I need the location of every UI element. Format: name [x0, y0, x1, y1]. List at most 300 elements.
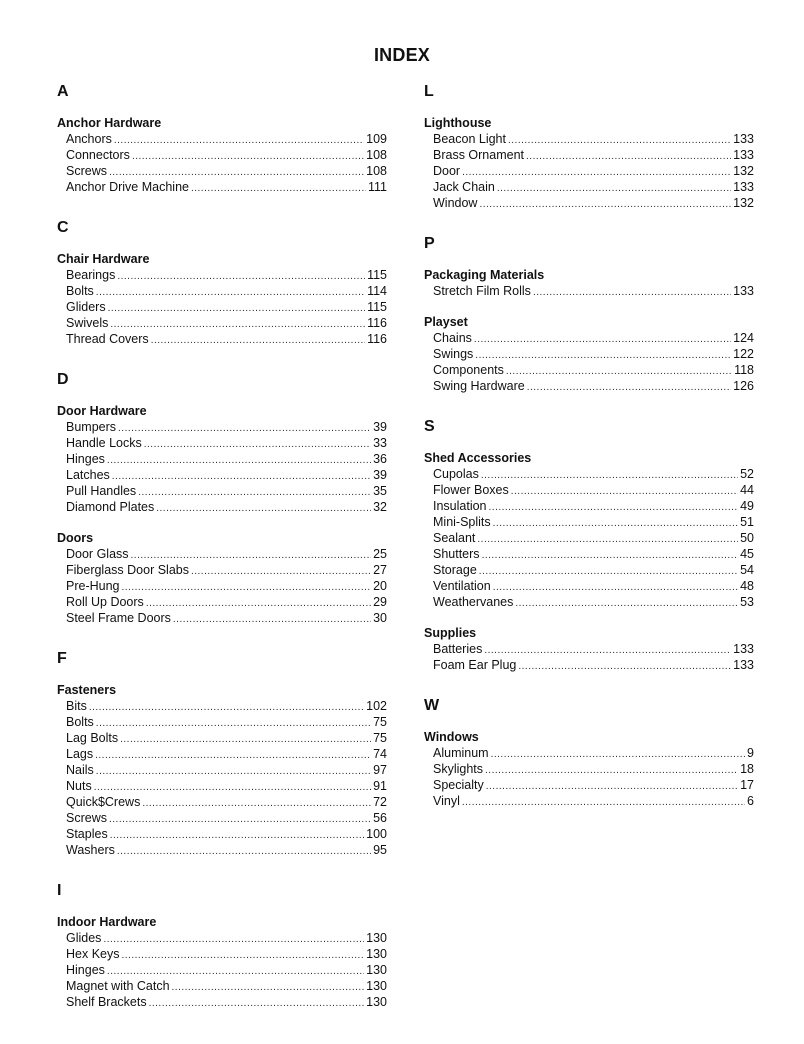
- entry-list: [424, 283, 754, 299]
- dot-leader: [89, 700, 364, 716]
- entry-page-number: 95: [373, 843, 387, 857]
- index-group: [424, 729, 754, 809]
- entry-page-number: 33: [373, 436, 387, 450]
- entry-page-number: 133: [733, 132, 754, 146]
- index-entry: [66, 594, 387, 610]
- entry-label: Fiberglass Door Slabs: [66, 563, 189, 577]
- dot-leader: [462, 795, 745, 811]
- group-title: Lighthouse: [424, 116, 492, 130]
- index-entry: [66, 499, 387, 515]
- entry-page-number: 115: [367, 268, 387, 282]
- index-entry: [66, 147, 387, 163]
- entry-page-number: 133: [733, 658, 754, 672]
- group-title: Packaging Materials: [424, 268, 545, 282]
- entry-page-number: 39: [373, 420, 387, 434]
- index-entry: [66, 794, 387, 810]
- entry-label: Bits: [66, 699, 87, 713]
- entry-label: Lags: [66, 747, 94, 761]
- entry-page-number: 39: [373, 468, 387, 482]
- index-group: [57, 115, 387, 195]
- index-entry: [433, 283, 754, 299]
- index-column-left: [57, 82, 387, 1010]
- entry-page-number: 114: [367, 284, 387, 298]
- dot-leader: [146, 596, 371, 612]
- dot-leader: [508, 133, 731, 149]
- entry-list: [424, 131, 754, 211]
- index-entry: [66, 562, 387, 578]
- dot-leader: [120, 732, 371, 748]
- entry-page-number: 72: [373, 795, 387, 809]
- index-entry: [66, 698, 387, 714]
- entry-label: Components: [433, 363, 504, 377]
- entry-page-number: 45: [740, 547, 754, 561]
- dot-leader: [474, 332, 731, 348]
- entry-label: Pull Handles: [66, 484, 137, 498]
- entry-label: Ventilation: [433, 579, 491, 593]
- section-letter: D: [57, 371, 69, 388]
- entry-page-number: 102: [366, 699, 387, 713]
- entry-page-number: 118: [734, 363, 754, 377]
- dot-leader: [533, 285, 731, 301]
- entry-page-number: 126: [733, 379, 754, 393]
- entry-page-number: 18: [740, 762, 754, 776]
- index-entry: [433, 482, 754, 498]
- entry-page-number: 48: [740, 579, 754, 593]
- dot-leader: [506, 364, 732, 380]
- dot-leader: [173, 612, 371, 628]
- index-entry: [66, 283, 387, 299]
- entry-label: Bolts: [66, 284, 94, 298]
- entry-page-number: 133: [733, 148, 754, 162]
- dot-leader: [518, 659, 731, 675]
- entry-label: Anchors: [66, 132, 112, 146]
- section-letter: F: [57, 650, 67, 667]
- entry-label: Nuts: [66, 779, 92, 793]
- entry-page-number: 130: [366, 947, 387, 961]
- dot-leader: [191, 181, 366, 197]
- dot-leader: [191, 564, 371, 580]
- entry-label: Washers: [66, 843, 115, 857]
- group-title: Indoor Hardware: [57, 915, 157, 929]
- index-entry: [433, 578, 754, 594]
- entry-page-number: 124: [733, 331, 754, 345]
- group-spacer: [57, 515, 387, 530]
- entry-page-number: 35: [373, 484, 387, 498]
- entry-label: Stretch Film Rolls: [433, 284, 531, 298]
- entry-page-number: 51: [740, 515, 754, 529]
- entry-label: Quick$Crews: [66, 795, 141, 809]
- dot-leader: [96, 285, 365, 301]
- entry-label: Weathervanes: [433, 595, 514, 609]
- entry-list: [57, 546, 387, 626]
- entry-page-number: 75: [373, 731, 387, 745]
- entry-page-number: 74: [373, 747, 387, 761]
- index-entry: [433, 657, 754, 673]
- entry-label: Screws: [66, 811, 107, 825]
- group-title: Chair Hardware: [57, 252, 150, 266]
- entry-label: Magnet with Catch: [66, 979, 170, 993]
- group-title: Supplies: [424, 626, 477, 640]
- dot-leader: [479, 197, 731, 213]
- entry-page-number: 52: [740, 467, 754, 481]
- entry-label: Hex Keys: [66, 947, 120, 961]
- index-entry: [433, 330, 754, 346]
- index-entry: [66, 546, 387, 562]
- entry-list: [57, 930, 387, 1010]
- group-title: Playset: [424, 315, 468, 329]
- entry-list: [57, 267, 387, 347]
- entry-label: Shelf Brackets: [66, 995, 147, 1009]
- entry-list: [57, 419, 387, 515]
- entry-label: Diamond Plates: [66, 500, 155, 514]
- dot-leader: [96, 764, 371, 780]
- entry-label: Foam Ear Plug: [433, 658, 517, 672]
- entry-label: Door Glass: [66, 547, 129, 561]
- index-entry: [66, 483, 387, 499]
- dot-leader: [118, 421, 371, 437]
- section-spacer: [424, 211, 754, 234]
- entry-page-number: 108: [366, 164, 387, 178]
- dot-leader: [477, 532, 738, 548]
- entry-label: Hinges: [66, 452, 105, 466]
- entry-label: Skylights: [433, 762, 484, 776]
- entry-page-number: 44: [740, 483, 754, 497]
- entry-page-number: 6: [747, 794, 754, 808]
- entry-page-number: 111: [367, 180, 387, 194]
- index-section: [57, 649, 387, 858]
- group-title: Fasteners: [57, 683, 117, 697]
- entry-page-number: 27: [373, 563, 387, 577]
- index-section: [57, 82, 387, 195]
- index-entry: [433, 147, 754, 163]
- group-title: Anchor Hardware: [57, 116, 162, 130]
- group-title: Windows: [424, 730, 479, 744]
- index-entry: [433, 777, 754, 793]
- index-group: [57, 914, 387, 1010]
- entry-label: Insulation: [433, 499, 487, 513]
- dot-leader: [117, 844, 371, 860]
- entry-page-number: 97: [373, 763, 387, 777]
- index-entry: [433, 761, 754, 777]
- dot-leader: [489, 500, 739, 516]
- section-spacer: [57, 347, 387, 370]
- dot-leader: [151, 333, 365, 349]
- section-letter: I: [57, 882, 62, 899]
- entry-label: Mini-Splits: [433, 515, 491, 529]
- entry-page-number: 122: [733, 347, 754, 361]
- index-entry: [66, 930, 387, 946]
- entry-page-number: 17: [740, 778, 754, 792]
- entry-label: Jack Chain: [433, 180, 495, 194]
- entry-page-number: 49: [740, 499, 754, 513]
- dot-leader: [114, 133, 364, 149]
- index-entry: [66, 467, 387, 483]
- index-entry: [433, 546, 754, 562]
- index-entry: [66, 299, 387, 315]
- entry-page-number: 133: [733, 284, 754, 298]
- index-group: [424, 450, 754, 610]
- dot-leader: [475, 348, 731, 364]
- index-entry: [66, 131, 387, 147]
- entry-label: Storage: [433, 563, 477, 577]
- entry-list: [424, 330, 754, 394]
- index-entry: [66, 842, 387, 858]
- group-spacer: [424, 610, 754, 625]
- entry-label: Bumpers: [66, 420, 117, 434]
- index-entry: [66, 994, 387, 1010]
- index-entry: [66, 826, 387, 842]
- entry-label: Connectors: [66, 148, 130, 162]
- entry-page-number: 130: [366, 963, 387, 977]
- dot-leader: [138, 485, 371, 501]
- index-entry: [433, 745, 754, 761]
- entry-page-number: 54: [740, 563, 754, 577]
- index-entry: [433, 179, 754, 195]
- index-group: [57, 530, 387, 626]
- index-group: [424, 314, 754, 394]
- dot-leader: [511, 484, 738, 500]
- dot-leader: [132, 149, 364, 165]
- dot-leader: [497, 181, 731, 197]
- index-group: [424, 625, 754, 673]
- entry-list: [424, 641, 754, 673]
- index-entry: [433, 530, 754, 546]
- dot-leader: [482, 548, 739, 564]
- entry-page-number: 130: [366, 979, 387, 993]
- section-letter: P: [424, 235, 435, 252]
- section-letter: L: [424, 83, 434, 100]
- dot-leader: [493, 580, 738, 596]
- entry-list: [424, 745, 754, 809]
- entry-label: Glides: [66, 931, 102, 945]
- entry-label: Chains: [433, 331, 472, 345]
- index-section: [424, 696, 754, 809]
- entry-page-number: 91: [373, 779, 387, 793]
- entry-page-number: 25: [373, 547, 387, 561]
- entry-label: Window: [433, 196, 478, 210]
- entry-label: Pre-Hung: [66, 579, 120, 593]
- index-section: [424, 417, 754, 673]
- entry-page-number: 20: [373, 579, 387, 593]
- entry-page-number: 50: [740, 531, 754, 545]
- group-spacer: [424, 299, 754, 314]
- entry-label: Bolts: [66, 715, 94, 729]
- page-title: INDEX: [373, 45, 430, 65]
- entry-label: Cupolas: [433, 467, 479, 481]
- index-section: [57, 881, 387, 1010]
- entry-label: Anchor Drive Machine: [66, 180, 189, 194]
- index-section: [424, 82, 754, 211]
- index-entry: [66, 419, 387, 435]
- dot-leader: [110, 828, 364, 844]
- dot-leader: [95, 748, 371, 764]
- entry-page-number: 133: [733, 180, 754, 194]
- entry-label: Specialty: [433, 778, 484, 792]
- index-group: [424, 115, 754, 211]
- dot-leader: [117, 269, 365, 285]
- index-entry: [433, 514, 754, 530]
- index-entry: [66, 435, 387, 451]
- index-entry: [66, 962, 387, 978]
- entry-label: Door: [433, 164, 461, 178]
- section-spacer: [424, 394, 754, 417]
- index-column-right: [424, 82, 754, 809]
- entry-label: Beacon Light: [433, 132, 506, 146]
- entry-label: Aluminum: [433, 746, 489, 760]
- entry-page-number: 32: [373, 500, 387, 514]
- dot-leader: [108, 301, 365, 317]
- dot-leader: [103, 932, 364, 948]
- dot-leader: [112, 469, 371, 485]
- dot-leader: [96, 716, 371, 732]
- section-letter: S: [424, 418, 435, 435]
- index-group: [57, 682, 387, 858]
- index-entry: [433, 793, 754, 809]
- entry-page-number: 116: [367, 316, 387, 330]
- index-entry: [66, 978, 387, 994]
- index-entry: [66, 179, 387, 195]
- entry-page-number: 132: [733, 196, 754, 210]
- entry-label: Swing Hardware: [433, 379, 525, 393]
- group-title: Doors: [57, 531, 94, 545]
- index-entry: [433, 498, 754, 514]
- dot-leader: [156, 501, 371, 517]
- index-entry: [66, 578, 387, 594]
- index-entry: [66, 730, 387, 746]
- index-section: [424, 234, 754, 394]
- entry-label: Staples: [66, 827, 108, 841]
- index-entry: [433, 562, 754, 578]
- index-entry: [66, 714, 387, 730]
- index-entry: [433, 362, 754, 378]
- entry-label: Hinges: [66, 963, 105, 977]
- dot-leader: [485, 763, 738, 779]
- entry-page-number: 53: [740, 595, 754, 609]
- index-entry: [433, 641, 754, 657]
- index-entry: [66, 778, 387, 794]
- entry-label: Lag Bolts: [66, 731, 119, 745]
- index-entry: [66, 331, 387, 347]
- index-entry: [433, 195, 754, 211]
- dot-leader: [149, 996, 365, 1012]
- section-letter: A: [57, 83, 69, 100]
- dot-leader: [144, 437, 371, 453]
- index-entry: [66, 451, 387, 467]
- entry-label: Shutters: [433, 547, 480, 561]
- dot-leader: [107, 453, 371, 469]
- index-entry: [433, 163, 754, 179]
- index-entry: [433, 131, 754, 147]
- entry-page-number: 9: [747, 746, 754, 760]
- index-entry: [66, 267, 387, 283]
- index-entry: [66, 762, 387, 778]
- group-title: Shed Accessories: [424, 451, 532, 465]
- entry-label: Sealant: [433, 531, 476, 545]
- dot-leader: [515, 596, 738, 612]
- index-entry: [433, 466, 754, 482]
- entry-label: Handle Locks: [66, 436, 142, 450]
- dot-leader: [481, 468, 738, 484]
- dot-leader: [122, 948, 365, 964]
- entry-label: Steel Frame Doors: [66, 611, 171, 625]
- index-entry: [433, 378, 754, 394]
- dot-leader: [172, 980, 365, 996]
- dot-leader: [109, 812, 371, 828]
- index-entry: [66, 315, 387, 331]
- entry-label: Thread Covers: [66, 332, 149, 346]
- entry-label: Brass Ornament: [433, 148, 525, 162]
- index-entry: [433, 346, 754, 362]
- index-section: [57, 370, 387, 626]
- entry-list: [57, 698, 387, 858]
- index-entry: [66, 610, 387, 626]
- index-section: [57, 218, 387, 347]
- dot-leader: [484, 643, 731, 659]
- entry-page-number: 30: [373, 611, 387, 625]
- entry-page-number: 133: [733, 642, 754, 656]
- entry-page-number: 108: [366, 148, 387, 162]
- index-group: [57, 251, 387, 347]
- entry-label: Roll Up Doors: [66, 595, 144, 609]
- dot-leader: [462, 165, 731, 181]
- entry-label: Bearings: [66, 268, 116, 282]
- index-entry: [66, 163, 387, 179]
- dot-leader: [479, 564, 738, 580]
- entry-label: Nails: [66, 763, 94, 777]
- entry-page-number: 115: [367, 300, 387, 314]
- entry-label: Vinyl: [433, 794, 460, 808]
- entry-page-number: 132: [733, 164, 754, 178]
- index-group: [57, 403, 387, 515]
- dot-leader: [491, 747, 745, 763]
- entry-label: Latches: [66, 468, 110, 482]
- dot-leader: [486, 779, 738, 795]
- entry-page-number: 75: [373, 715, 387, 729]
- dot-leader: [526, 149, 731, 165]
- section-letter: W: [424, 697, 440, 714]
- entry-label: Swivels: [66, 316, 109, 330]
- entry-label: Flower Boxes: [433, 483, 509, 497]
- entry-page-number: 109: [366, 132, 387, 146]
- dot-leader: [122, 580, 372, 596]
- entry-page-number: 36: [373, 452, 387, 466]
- entry-page-number: 56: [373, 811, 387, 825]
- entry-page-number: 29: [373, 595, 387, 609]
- section-spacer: [424, 673, 754, 696]
- index-entry: [66, 946, 387, 962]
- entry-list: [424, 466, 754, 610]
- dot-leader: [142, 796, 371, 812]
- group-title: Door Hardware: [57, 404, 147, 418]
- index-entry: [66, 746, 387, 762]
- section-letter: C: [57, 219, 69, 236]
- entry-list: [57, 131, 387, 195]
- entry-label: Swings: [433, 347, 474, 361]
- entry-label: Gliders: [66, 300, 106, 314]
- section-spacer: [57, 195, 387, 218]
- section-spacer: [57, 626, 387, 649]
- index-entry: [433, 594, 754, 610]
- dot-leader: [493, 516, 738, 532]
- entry-label: Screws: [66, 164, 107, 178]
- entry-page-number: 130: [366, 931, 387, 945]
- entry-label: Batteries: [433, 642, 483, 656]
- entry-page-number: 130: [366, 995, 387, 1009]
- dot-leader: [527, 380, 731, 396]
- index-group: [424, 267, 754, 299]
- section-spacer: [57, 858, 387, 881]
- index-entry: [66, 810, 387, 826]
